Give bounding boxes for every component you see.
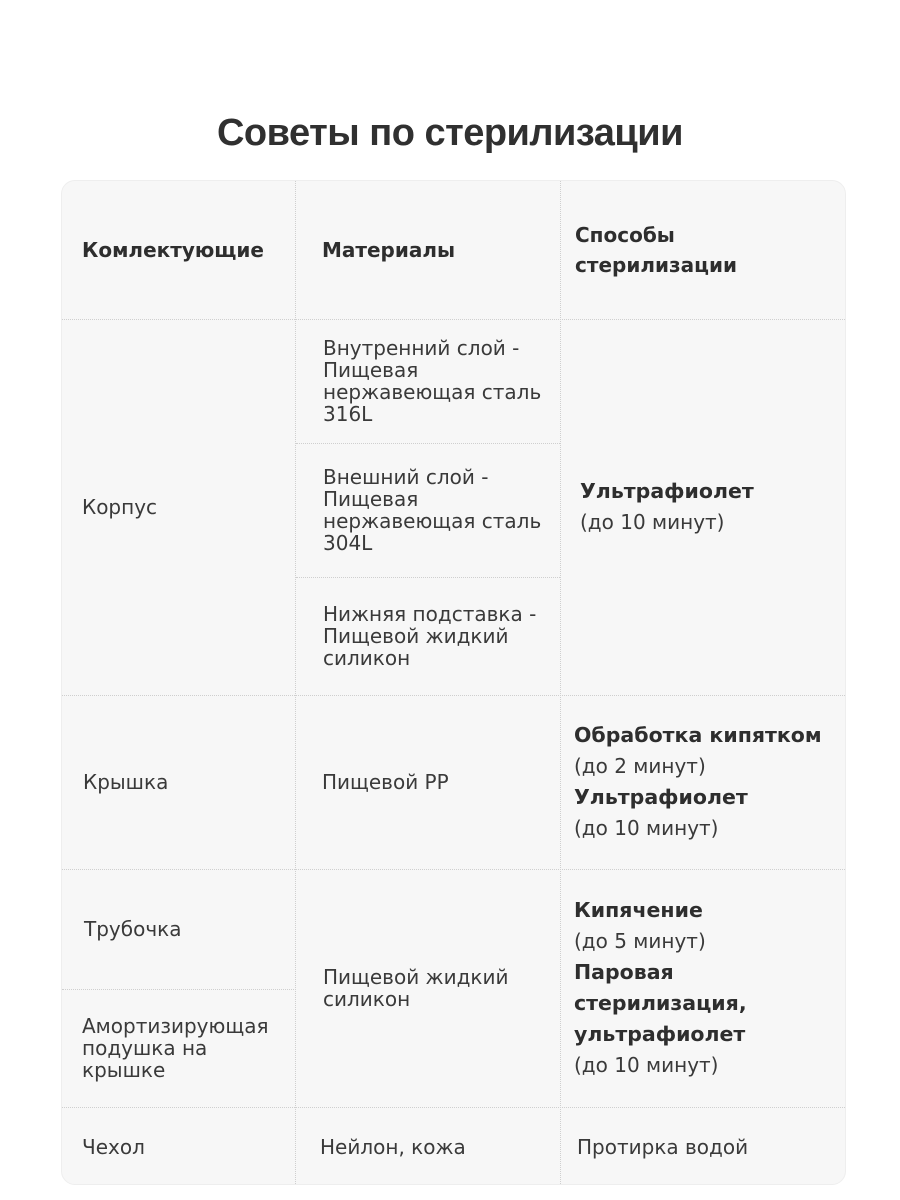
method-label: Паровая стерилизация, ультрафиолет [574,960,747,1046]
row-cushion-component [82,989,294,1107]
method-label: Ультрафиолет [580,479,754,503]
row-lid-material [322,695,552,869]
row-body-material-outer [323,443,553,577]
component-label: Амортизирующая подушка на крышке [82,1014,269,1082]
method-duration: (до 10 минут) [574,1053,719,1077]
header-methods [575,181,775,319]
material-label: Внешний слой - Пищевая нержавеющая сталь 304L [323,465,542,555]
row-straw-methods [574,869,804,1107]
row-case-component [82,1107,292,1185]
row-case-material [320,1107,550,1185]
header-components-label: Комлектующие [82,238,264,262]
method-duration: (до 5 минут) [574,929,706,953]
component-label: Трубочка [84,917,182,941]
material-label: Пищевой жидкий силикон [323,965,509,1011]
header-materials-label: Материалы [322,238,456,262]
component-label: Крышка [83,770,169,794]
row-case-methods [577,1107,837,1185]
row-straw-component [84,869,294,989]
method-duration: (до 10 минут) [580,510,725,534]
component-label: Чехол [82,1134,145,1159]
row-straw-material [323,869,553,1107]
method-label: Ультрафиолет [574,785,748,809]
material-label: Нижняя подставка - Пищевой жидкий силикон [323,602,537,670]
header-materials [322,181,552,319]
method-label: Обработка кипятком [574,723,822,747]
header-components [82,181,292,319]
component-label: Корпус [82,495,158,519]
method-duration: (до 10 минут) [574,816,719,840]
material-label: Внутренний слой - Пищевая нержавеющая сталь 316L [323,336,542,426]
column-divider [560,181,561,1185]
row-body-methods [580,319,840,695]
sterilization-table [61,180,846,1185]
row-lid-component [83,695,293,869]
row-body-material-inner [323,319,553,443]
column-divider [295,181,296,1185]
header-methods-label: Способы стерилизации [575,223,737,277]
method-label: Кипячение [574,898,703,922]
page-title: Советы по стерилизации [216,112,684,154]
material-label: Пищевой PP [322,770,449,794]
method-duration: (до 2 минут) [574,754,706,778]
row-body-material-base [323,577,555,695]
material-label: Нейлон, кожа [320,1134,466,1159]
row-lid-methods [574,695,844,869]
row-body-component [82,319,292,695]
method-label: Протирка водой [577,1134,749,1159]
